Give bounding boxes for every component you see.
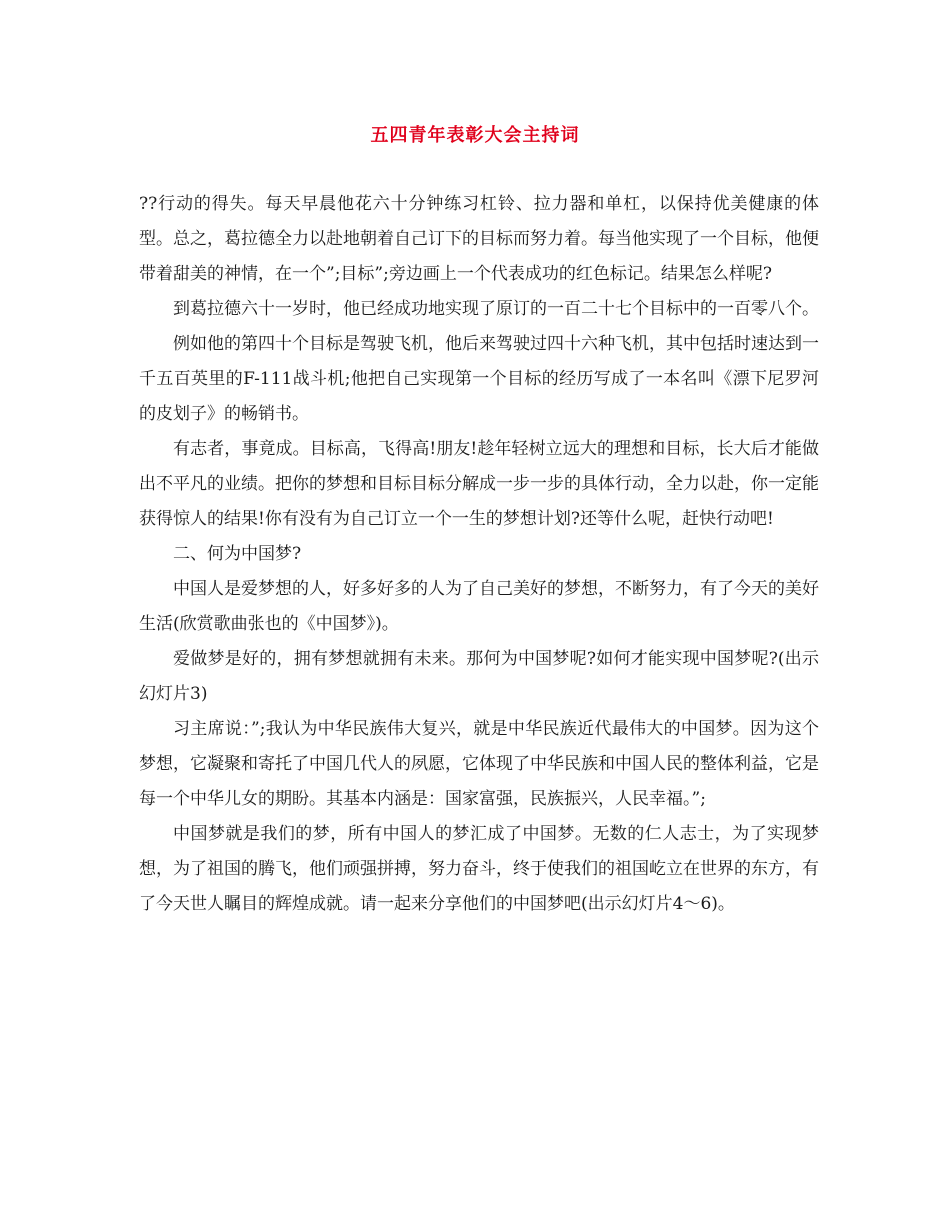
body-paragraph: 中国梦就是我们的梦，所有中国人的梦汇成了中国梦。无数的仁人志士，为了实现梦想，为了祖国的腾飞，他们顽强拼搏，努力奋斗，终于使我们的祖国屹立在世界的东方，有了今天世人瞩目的辉煌成就。请一起来分享他们的中国梦吧(出示幻灯片4～6)。 bbox=[139, 824, 819, 914]
body-paragraph: ??行动的得失。每天早晨他花六十分钟练习杠铃、拉力器和单杠，以保持优美健康的体型。总之，葛拉德全力以赴地朝着自己订下的目标而努力着。每当他实现了一个目标，他便带着甜美的神情，在一个”;目标”;旁边画上一个代表成功的红色标记。结果怎么样呢? bbox=[139, 194, 819, 284]
body-paragraph: 例如他的第四十个目标是驾驶飞机，他后来驾驶过四十六种飞机，其中包括时速达到一千五百英里的F-111战斗机;他把自己实现第一个目标的经历写成了一本名叫《漂下尼罗河的皮划子》的畅销书。 bbox=[139, 334, 819, 424]
body-paragraph: 中国人是爱梦想的人，好多好多的人为了自己美好的梦想，不断努力，有了今天的美好生活(欣赏歌曲张也的《中国梦》)。 bbox=[139, 579, 819, 634]
document-title: 五四青年表彰大会主持词 bbox=[370, 125, 580, 146]
body-paragraph: 有志者，事竟成。目标高，飞得高!朋友!趁年轻树立远大的理想和目标，长大后才能做出不平凡的业绩。把你的梦想和目标目标分解成一步一步的具体行动，全力以赴，你一定能获得惊人的结果!你有没有为自己订立一个一生的梦想计划?还等什么呢，赶快行动吧! bbox=[139, 439, 819, 529]
section-heading: 二、何为中国梦? bbox=[173, 544, 302, 564]
body-paragraph: 爱做梦是好的，拥有梦想就拥有未来。那何为中国梦呢?如何才能实现中国梦呢?(出示幻灯片3) bbox=[139, 649, 819, 704]
body-paragraph: 到葛拉德六十一岁时，他已经成功地实现了原订的一百二十七个目标中的一百零八个。 bbox=[173, 299, 819, 319]
body-paragraph: 习主席说：”;我认为中华民族伟大复兴，就是中华民族近代最伟大的中国梦。因为这个梦想，它凝聚和寄托了中国几代人的夙愿，它体现了中华民族和中国人民的整体利益，它是每一个中华儿女的期盼。其基本内涵是：国家富强，民族振兴，人民幸福。”; bbox=[139, 719, 819, 809]
document-body bbox=[139, 187, 819, 922]
